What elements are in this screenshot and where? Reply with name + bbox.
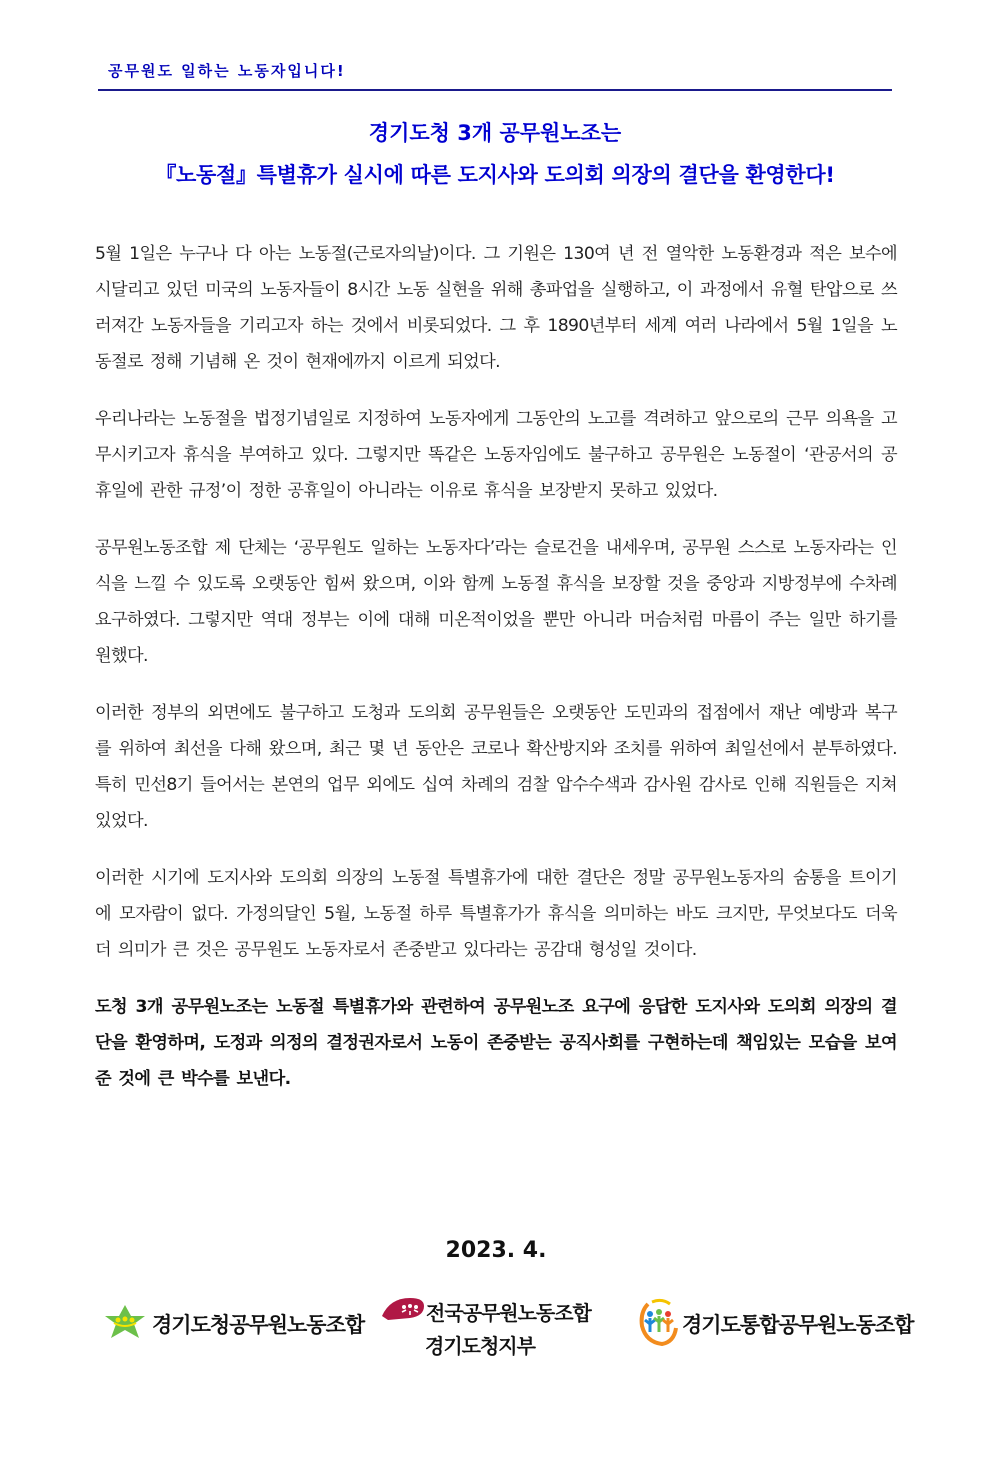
page-header: [98, 58, 892, 91]
paragraph-1: 5월 1일은 누구나 다 아는 노동절(근로자의날)이다. 그 기원은 130여 년 전 열악한 노동환경과 적은 보수에 시달리고 있던 미국의 노동자들이 8시간 노동 실현을 위해 총파업을 실행하고, 이 과정에서 유혈 탄압으로 쓰러져간 노동자들을 기리고자 하는 것에서 비롯되었다. 그 후 1890년부터 세계 여러 나라에서 5월 1일을 노동절로 정해 기념해 온 것이 현재에까지 이르게 되었다.: [95, 244, 897, 372]
signatory-logos: [0, 1296, 992, 1356]
title-line-1: 경기도청 3개 공무원노조는: [368, 121, 622, 145]
statement-body: [95, 236, 897, 1118]
paragraph-4: 이러한 정부의 외면에도 불구하고 도청과 도의회 공무원들은 오랫동안 도민과의 접점에서 재난 예방과 복구를 위하여 최선을 다해 왔으며, 최근 몇 년 동안은 코로나 확산방지와 조치를 위하여 최일선에서 분투하였다. 특히 민선8기 들어서는 본연의 업무 외에도 십여 차례의 검찰 압수수색과 감사원 감사로 인해 직원들은 지쳐있었다.: [95, 703, 897, 831]
logo-1-name: 경기도청공무원노동조합: [152, 1313, 365, 1337]
logo-2-name: 전국공무원노동조합: [426, 1300, 591, 1325]
logo-kgeu-gyeonggi-branch: [380, 1296, 591, 1359]
logo-2-branch: 경기도청지부: [425, 1334, 535, 1358]
people-circle-emblem-icon: [638, 1298, 678, 1350]
paragraph-3: 공무원노동조합 제 단체는 ‘공무원도 일하는 노동자다’라는 슬로건을 내세우며, 공무원 스스로 노동자라는 인식을 느낄 수 있도록 오랫동안 힘써 왔으며, 이와 함께 노동절 휴식을 보장할 것을 중앙과 지방정부에 수차례 요구하였다. 그렇지만 역대 정부는 이에 대해 미온적이었을 뿐만 아니라 머슴처럼 마름이 주는 일만 하기를 원했다.: [95, 538, 897, 666]
paragraph-2: 우리나라는 노동절을 법정기념일로 지정하여 노동자에게 그동안의 노고를 격려하고 앞으로의 근무 의욕을 고무시키고자 휴식을 부여하고 있다. 그렇지만 똑같은 노동자임에도 불구하고 공무원은 노동절이 ‘관공서의 공휴일에 관한 규정’이 정한 공휴일이 아니라는 이유로 휴식을 보장받지 못하고 있었다.: [95, 409, 897, 501]
logo-gyeonggi-integrated-union: [638, 1298, 913, 1350]
red-wing-emblem-icon: [380, 1296, 426, 1326]
header-divider: [98, 89, 892, 91]
paragraph-5: 이러한 시기에 도지사와 도의회 의장의 노동절 특별휴가에 대한 결단은 정말 공무원노동자의 숨통을 트이기에 모자람이 없다. 가정의달인 5월, 노동절 하루 특별휴가가 휴식을 의미하는 바도 크지만, 무엇보다도 더욱더 의미가 큰 것은 공무원도 노동자로서 존중받고 있다라는 공감대 형성일 것이다.: [95, 868, 897, 960]
logo-gyeonggi-provincial-union: [102, 1304, 364, 1344]
header-slogan: 공무원도 일하는 노동자입니다!: [108, 62, 346, 80]
green-star-emblem-icon: [102, 1304, 148, 1344]
document-title: [90, 120, 900, 188]
title-line-2: 『노동절』특별휴가 실시에 따른 도지사와 도의회 의장의 결단을 환영한다!: [155, 163, 835, 187]
issue-date: 2023. 4.: [445, 1238, 547, 1263]
closing-paragraph: 도청 3개 공무원노조는 노동절 특별휴가와 관련하여 공무원노조 요구에 응답한 도지사와 도의회 의장의 결단을 환영하며, 도정과 의정의 결정권자로서 노동이 존중받는 공직사회를 구현하는데 책임있는 모습을 보여준 것에 큰 박수를 보낸다.: [95, 997, 897, 1089]
logo-3-name: 경기도통합공무원노동조합: [682, 1313, 914, 1337]
